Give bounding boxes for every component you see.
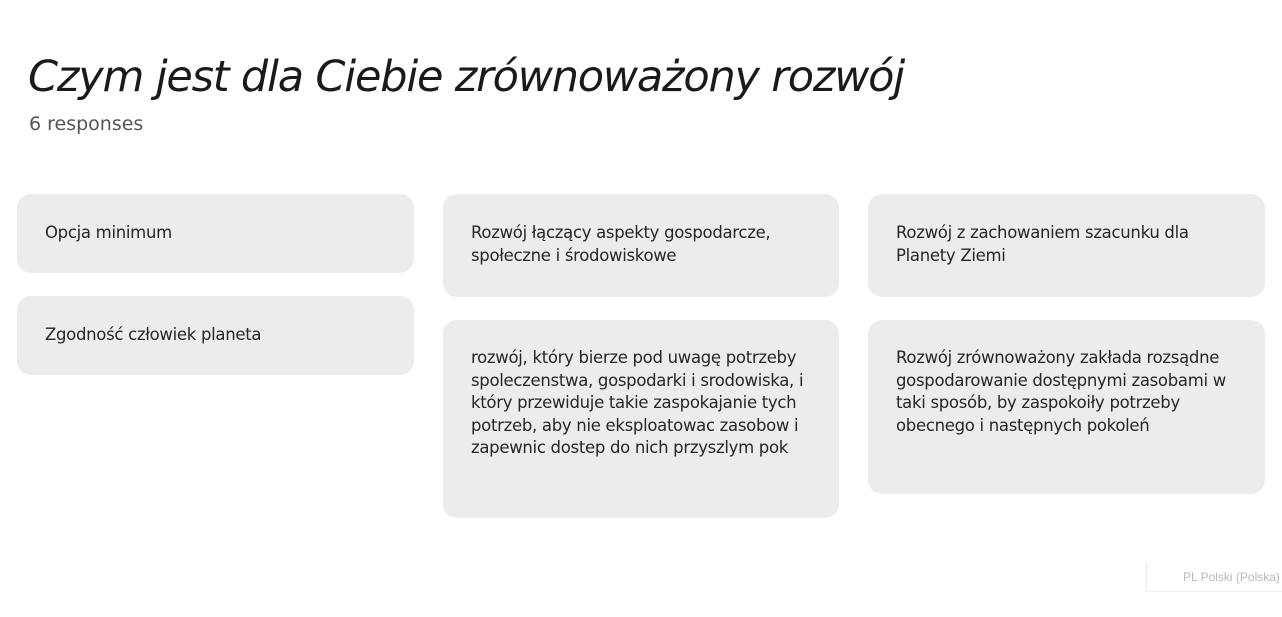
- question-title: Czym jest dla Ciebie zrównoważony rozwój: [28, 52, 905, 102]
- response-column-3: [868, 194, 1265, 494]
- response-card: rozwój, który bierze pod uwagę potrzeby spoleczenstwa, gospodarki i srodowiska, i który przewiduje takie zaspokajanie tych potrzeb, aby nie eksploatowac zasobow i zapewnic dostep do nich przyszlym pok: [443, 320, 839, 518]
- response-card: Rozwój zrównoważony zakłada rozsądne gospodarowanie dostępnymi zasobami w taki sposób, by zaspokoiły potrzeby obecnego i następnych pokoleń: [868, 320, 1265, 494]
- response-card: Zgodność człowiek planeta: [17, 296, 414, 375]
- response-column-1: [17, 194, 414, 375]
- response-card: Rozwój łączący aspekty gospodarcze, społeczne i środowiskowe: [443, 194, 839, 297]
- response-card: Rozwój z zachowaniem szacunku dla Planety Ziemi: [868, 194, 1265, 297]
- response-count: 6 responses: [29, 113, 144, 135]
- response-column-2: [443, 194, 839, 518]
- language-selector[interactable]: PL Polski (Polska): [1146, 563, 1282, 592]
- response-card: Opcja minimum: [17, 194, 414, 273]
